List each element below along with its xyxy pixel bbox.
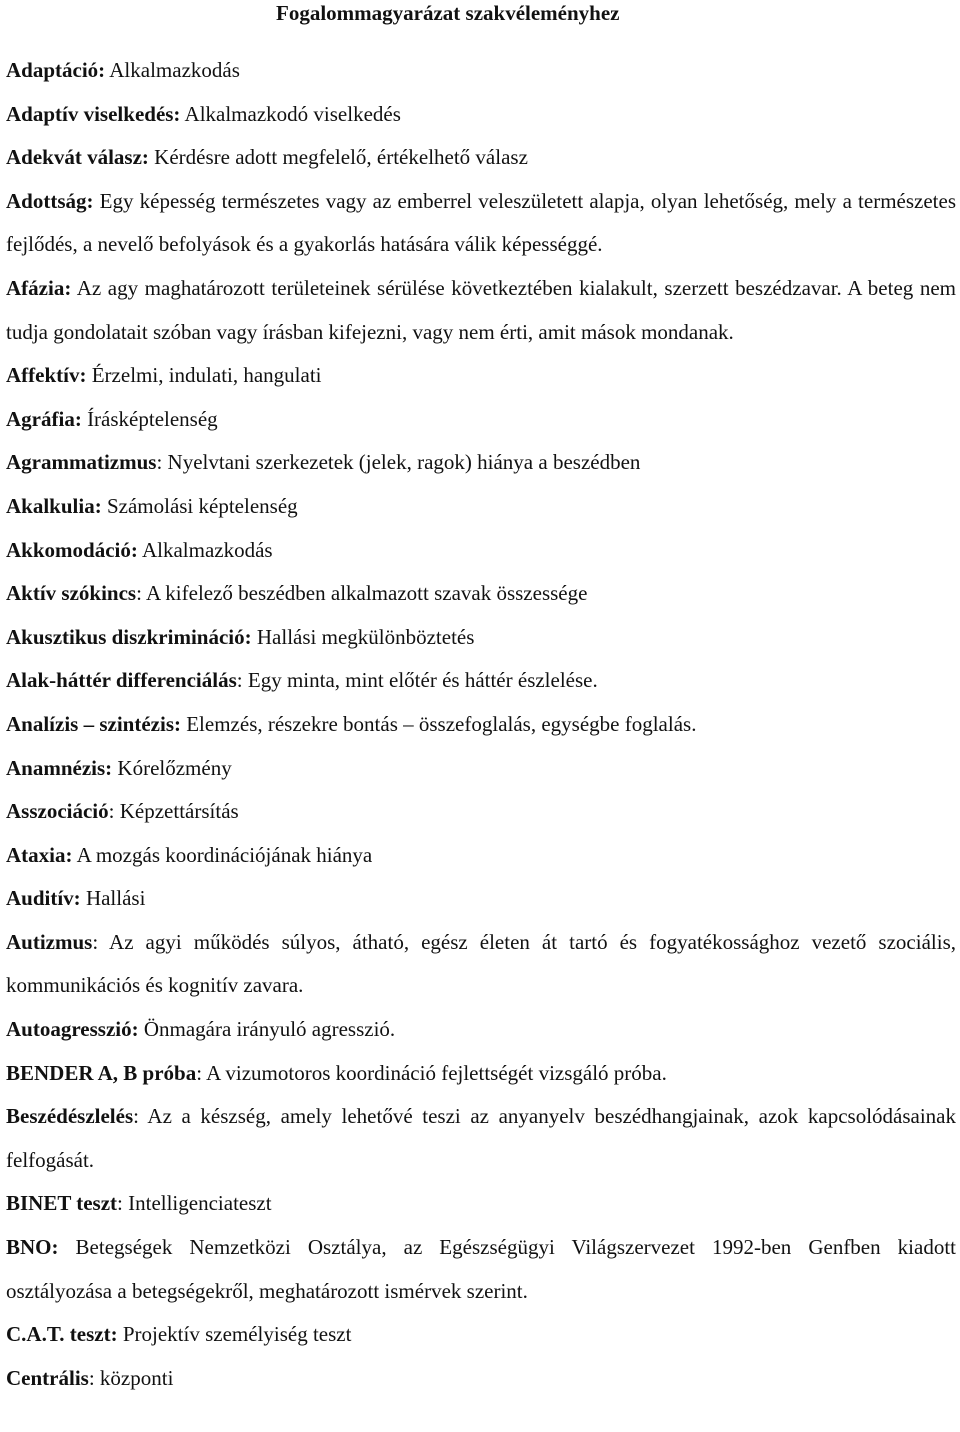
glossary-entry [6,1095,956,1182]
glossary-definition: : Egy minta, mint előtér és háttér észlelése. [236,668,598,693]
glossary-definition: Kórelőzmény [112,755,232,780]
glossary-entry [6,398,956,442]
glossary-term: Alak-háttér differenciálás [6,668,237,693]
glossary-entry [6,1182,956,1226]
glossary-entry [6,877,956,921]
glossary-definition: A mozgás koordinációjának hiánya [72,842,373,867]
glossary-definition: Alkalmazkodás [105,58,240,82]
glossary-entry [6,616,956,660]
glossary-entry [6,180,956,267]
glossary-term: Afázia: [6,275,72,300]
glossary-definition: Projektív személyiség teszt [117,1322,352,1347]
glossary-term: BINET teszt [6,1191,118,1216]
glossary-definition: Betegségek Nemzetközi Osztálya, az Egészségügyi Világszervezet 1992-ben Genfben kiadott osztályozása a betegségekről, meghatározott ismérvek szerint. [6,1235,956,1303]
glossary-term: Ataxia: [6,842,73,867]
glossary-term: BENDER A, B próba [6,1060,197,1085]
glossary-definition: : Intelligenciateszt [117,1191,272,1216]
glossary-definition: Önmagára irányuló agresszió. [138,1017,396,1042]
glossary-term: Beszédészlelés [6,1104,134,1129]
glossary-term: Auditív: [6,886,81,911]
glossary-term: Autizmus [6,929,93,954]
glossary-list [6,49,956,1400]
glossary-term: Analízis – szintézis: [6,711,181,736]
glossary-entry [6,659,956,703]
glossary-term: Affektív: [6,363,87,388]
glossary-definition: Kérdésre adott megfelelő, értékelhető válasz [148,145,528,170]
glossary-entry [6,1008,956,1052]
glossary-definition: Alkalmazkodás [137,537,273,562]
glossary-term: Asszociáció [6,799,109,824]
glossary-definition: : A kifelező beszédben alkalmazott szavak összessége [136,581,588,606]
glossary-term: Agrammatizmus [6,450,157,475]
glossary-entry [6,441,956,485]
glossary-entry [6,1313,956,1357]
glossary-entry [6,1357,956,1401]
glossary-term: Anamnézis: [6,755,113,780]
glossary-definition: Számolási képtelenség [101,493,298,518]
glossary-entry [6,921,956,1008]
glossary-definition: : Képzettársítás [108,799,239,824]
glossary-entry [6,747,956,791]
glossary-definition: Hallási megkülönböztetés [251,624,475,649]
glossary-term: Adekvát válasz: [6,145,149,170]
glossary-entry [6,572,956,616]
glossary-definition: : Az agyi működés súlyos, átható, egész életen át tartó és fogyatékossághoz vezető szociális, kommunikációs és kognitív zavara. [6,929,956,998]
glossary-definition: Érzelmi, indulati, hangulati [86,363,322,388]
glossary-term: Aktív szókincs [6,581,137,606]
glossary-definition: Hallási [80,886,146,911]
glossary-definition: Írásképtelenség [81,406,218,431]
glossary-term: Akalkulia: [6,493,102,518]
glossary-term: Agráfia: [6,406,82,431]
glossary-definition: Az agy maghatározott területeinek sérülése következtében kialakult, szerzett beszédzavar. A beteg nem tudja gondolatait szóban vagy írásban kifejezni, vagy nem érti, amit mások mondanak. [6,275,956,344]
glossary-term: Centrális [6,1365,89,1390]
glossary-term: Adaptáció: [6,58,106,82]
glossary-definition: : A vizumotoros koordináció fejlettségét vizsgáló próba. [196,1060,667,1085]
glossary-entry [6,485,956,529]
glossary-entry [6,1052,956,1096]
document-title: Fogalommagyarázat szakvéleményhez [276,1,620,25]
glossary-entry [6,354,956,398]
glossary-definition: Elemzés, részekre bontás – összefoglalás, egységbe foglalás. [180,711,697,736]
glossary-entry [6,529,956,573]
glossary-entry [6,790,956,834]
glossary-term: Adaptív viselkedés: [6,101,181,126]
glossary-term: Adottság: [6,188,94,213]
glossary-entry [6,703,956,747]
glossary-definition: Alkalmazkodó viselkedés [180,101,401,126]
glossary-entry [6,1226,956,1313]
glossary-entry [6,267,956,354]
glossary-definition: : központi [88,1365,174,1390]
glossary-term: Autoagresszió: [6,1017,139,1042]
glossary-term: C.A.T. teszt: [6,1322,118,1347]
glossary-term: Akkomodáció: [6,537,138,562]
glossary-entry [6,834,956,878]
glossary-entry [6,93,956,137]
glossary-definition: : Nyelvtani szerkezetek (jelek, ragok) hiánya a beszédben [156,450,641,475]
glossary-definition: : Az a készség, amely lehetővé teszi az anyanyelv beszédhangjainak, azok kapcsolódásainak felfogását. [6,1104,956,1172]
glossary-definition: Egy képesség természetes vagy az emberrel veleszületett alapja, olyan lehetőség, mely a természetes fejlődés, a nevelő befolyások és a gyakorlás hatására válik képességgé. [6,188,956,257]
glossary-entry [6,49,956,93]
glossary-term: Akusztikus diszkrimináció: [6,624,252,649]
glossary-term: BNO: [6,1235,59,1260]
glossary-entry [6,136,956,180]
